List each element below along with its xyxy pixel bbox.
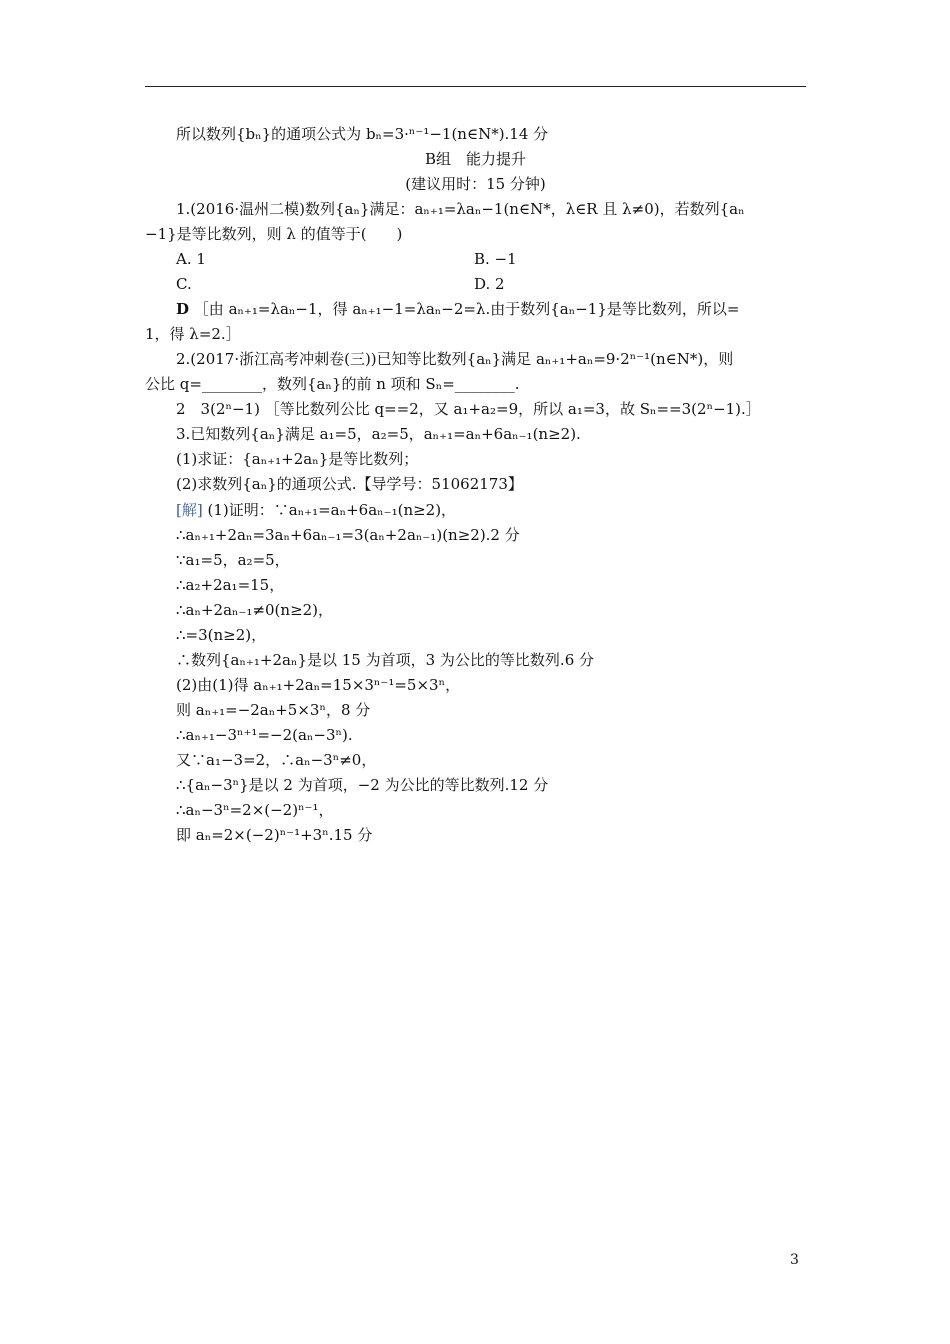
solution-line: 又∵a₁−3=2，∴aₙ−3ⁿ≠0，	[176, 751, 377, 769]
page-number: 3	[790, 1252, 799, 1268]
solution-line: ∴=3(n≥2)，	[176, 626, 267, 644]
question-3: 3.已知数列{aₙ}满足 a₁=5，a₂=5，aₙ₊₁=aₙ+6aₙ₋₁(n≥2).	[176, 425, 581, 443]
question-3-part-2: (2)求数列{aₙ}的通项公式.【导学号：51062173】	[176, 475, 523, 493]
solution-line: ∵a₁=5，a₂=5，	[176, 551, 290, 569]
option-c: C.	[176, 275, 192, 293]
solution-text: (1)证明：∵aₙ₊₁=aₙ+6aₙ₋₁(n≥2)，	[207, 501, 457, 519]
solution-line: ∴aₙ+2aₙ₋₁≠0(n≥2)，	[176, 601, 334, 619]
answer-2	[176, 399, 761, 419]
solution-start	[176, 500, 456, 520]
question-1-cont: −1}是等比数列，则 λ 的值等于( )	[145, 225, 403, 243]
solution-line: 即 aₙ=2×(−2)ⁿ⁻¹+3ⁿ.15 分	[176, 826, 373, 844]
text-line: 所以数列{bₙ}的通项公式为 bₙ=3·ⁿ⁻¹−1(n∈N*).14 分	[176, 125, 549, 143]
question-2: 2.(2017·浙江高考冲刺卷(三))已知等比数列{aₙ}满足 aₙ₊₁+aₙ=9·2ⁿ⁻¹(n∈N*)，则	[176, 350, 734, 368]
solution-line: ∴{aₙ−3ⁿ}是以 2 为首项，−2 为公比的等比数列.12 分	[176, 776, 549, 794]
question-3-part-1: (1)求证：{aₙ₊₁+2aₙ}是等比数列；	[176, 450, 419, 468]
solution-line: ∴aₙ−3ⁿ=2×(−2)ⁿ⁻¹，	[176, 801, 334, 819]
answer-explanation: ［等比数列公比 q==2，又 a₁+a₂=9，所以 a₁=3，故 Sₙ==3(2ⁿ−1).］	[264, 400, 761, 418]
section-heading: B组 能力提升	[424, 150, 527, 168]
answer-letter: D	[176, 300, 190, 318]
answer-values: 2 3(2ⁿ−1)	[176, 400, 260, 418]
answer-explanation: ［由 aₙ₊₁=λaₙ−1，得 aₙ₊₁−1=λaₙ−2=λ.由于数列{aₙ−1}是等比数列，所以=	[193, 300, 740, 318]
option-d: D. 2	[474, 275, 505, 293]
answer-1-cont: 1，得 λ=2.］	[145, 325, 241, 343]
section-subheading: (建议用时：15 分钟)	[405, 175, 546, 193]
question-1: 1.(2016·温州二模)数列{aₙ}满足：aₙ₊₁=λaₙ−1(n∈N*，λ∈R 且 λ≠0)，若数列{aₙ	[176, 200, 745, 218]
solution-line: (2)由(1)得 aₙ₊₁+2aₙ=15×3ⁿ⁻¹=5×3ⁿ，	[176, 676, 461, 694]
header-rule	[145, 86, 806, 87]
option-a: A. 1	[176, 250, 206, 268]
solution-line: ∴aₙ₊₁+2aₙ=3aₙ+6aₙ₋₁=3(aₙ+2aₙ₋₁)(n≥2).2 分	[176, 526, 520, 544]
solution-tag: [解]	[176, 501, 203, 519]
solution-line: 则 aₙ₊₁=−2aₙ+5×3ⁿ，8 分	[176, 701, 371, 719]
option-b: B. −1	[474, 250, 517, 268]
solution-line: ∴aₙ₊₁−3ⁿ⁺¹=−2(aₙ−3ⁿ).	[176, 726, 353, 744]
solution-line: ∴数列{aₙ₊₁+2aₙ}是以 15 为首项，3 为公比的等比数列.6 分	[176, 651, 595, 669]
answer-1	[176, 299, 739, 319]
question-2-cont: 公比 q=________，数列{aₙ}的前 n 项和 Sₙ=________.	[145, 375, 520, 393]
solution-line: ∴a₂+2a₁=15，	[176, 576, 285, 594]
